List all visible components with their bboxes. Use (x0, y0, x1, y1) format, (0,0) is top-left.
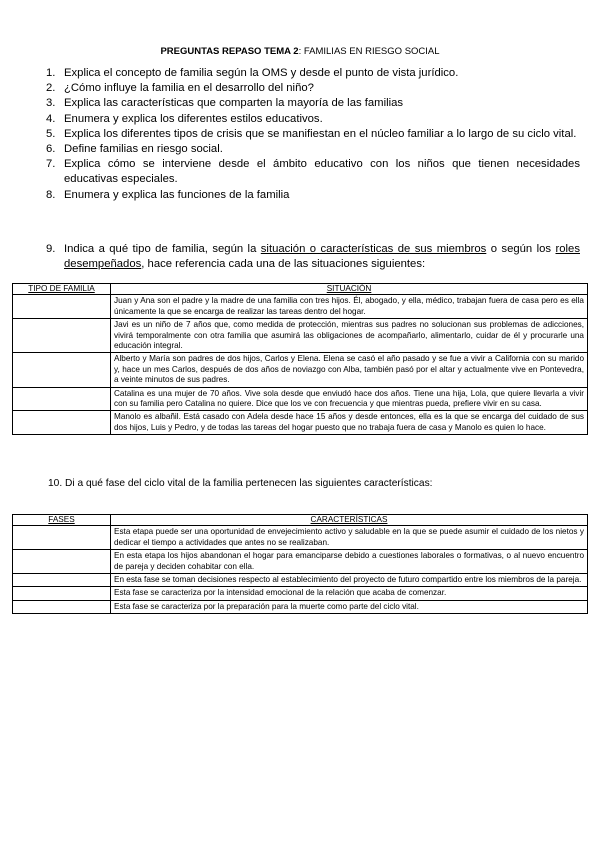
characteristic-cell: En esta fase se toman decisiones respecto al establecimiento del proyecto de futuro compartido entre los miembros de la pareja. (111, 574, 588, 587)
question-text: Enumera y explica las funciones de la familia (64, 188, 290, 201)
question-item (40, 188, 580, 203)
question-text: ¿Cómo influye la familia en el desarrollo del niño? (64, 82, 314, 95)
table-header-row (13, 515, 588, 526)
question-item (40, 66, 580, 81)
table-row (13, 526, 588, 550)
table-row (13, 319, 588, 353)
question-item (40, 157, 580, 187)
question-number: 1. (46, 67, 56, 79)
question-text: Explica los diferentes tipos de crisis que se manifiestan en el núcleo familiar a lo largo de su ciclo vital. (64, 127, 577, 140)
page-title (0, 46, 600, 57)
question-item (40, 81, 580, 96)
table-row (13, 353, 588, 387)
answer-cell[interactable] (13, 411, 111, 435)
table-row (13, 587, 588, 600)
table-row (13, 387, 588, 411)
question-number: 3. (46, 97, 56, 110)
question-item (40, 96, 580, 111)
question-number: 8. (46, 188, 56, 201)
answer-cell[interactable] (13, 600, 111, 613)
q9-text-part2: o según los (486, 243, 556, 255)
question-number: 9. (46, 243, 56, 255)
question-9 (40, 242, 580, 272)
situation-cell: Juan y Ana son el padre y la madre de una familia con tres hijos. Él, abogado, y ella, médico, trabajan fuera de casa pero es ella únicamente la que se encarga de realizar las tareas dentro del hogar. (111, 295, 588, 319)
answer-cell[interactable] (13, 587, 111, 600)
characteristic-cell: En esta etapa los hijos abandonan el hogar para emanciparse debido a cuestiones laborales o formativas, o al nuevo encuentro de pareja y deciden cohabitar con ella. (111, 550, 588, 574)
question-list (40, 66, 580, 203)
answer-cell[interactable] (13, 319, 111, 353)
situation-cell: Javi es un niño de 7 años que, como medida de protección, mientras sus padres no solucionan sus problemas de adicciones, vivirá temporalmente con otra familia que asumirá las obligaciones de acompañarlo, alimentarlo, cuidar de él y procurarle una educación integral. (111, 319, 588, 353)
answer-cell[interactable] (13, 574, 111, 587)
question-number: 2. (46, 82, 56, 95)
characteristic-cell: Esta etapa puede ser una oportunidad de envejecimiento activo y saludable en la que se puede asumir el cuidado de los nietos y dedicar el tiempo a actividades que antes no se realizaban. (111, 526, 588, 550)
characteristic-cell: Esta fase se caracteriza por la intensidad emocional de la relación que acaba de comenzar. (111, 587, 588, 600)
table-row (13, 411, 588, 435)
question-10: 10. Di a qué fase del ciclo vital de la familia pertenecen las siguientes características: (48, 478, 433, 489)
table-row (13, 600, 588, 613)
question-number: 7. (46, 158, 56, 171)
question-text: Explica las características que comparten la mayoría de las familias (64, 97, 404, 110)
table-header-row (13, 284, 588, 295)
q9-underlined-1: situación o características de sus miembros (260, 243, 487, 255)
characteristic-cell: Esta fase se caracteriza por la preparación para la muerte como parte del ciclo vital. (111, 600, 588, 613)
situation-cell: Manolo es albañil. Está casado con Adela desde hace 15 años y desde entonces, ella es la que se encarga del cuidado de sus dos hijos, Luis y Pedro, y de todas las tareas del hogar puesto que no trabaja fuera de casa y Manolo es quien lo hace. (111, 411, 588, 435)
answer-cell[interactable] (13, 550, 111, 574)
title-bold: PREGUNTAS REPASO TEMA 2 (160, 46, 299, 57)
header-caracteristicas: CARACTERÍSTICAS (111, 515, 588, 526)
question-item (40, 127, 580, 142)
life-cycle-table (12, 514, 588, 614)
answer-cell[interactable] (13, 295, 111, 319)
question-number: 4. (46, 112, 56, 125)
question-item (40, 112, 580, 127)
answer-cell[interactable] (13, 526, 111, 550)
title-rest: : FAMILIAS EN RIESGO SOCIAL (298, 46, 440, 57)
situation-cell: Catalina es una mujer de 70 años. Vive sola desde que enviudó hace dos años. Tiene una hija, Lola, que quiere llevarla a vivir con su familia pero Catalina no quiere. Dice que los ve con frecuencia y que mientras pueda, prefiere vivir en su casa. (111, 387, 588, 411)
situation-cell: Alberto y María son padres de dos hijos, Carlos y Elena. Elena se casó el año pasado y se fue a vivir a California con su marido y, hace un mes Carlos, después de dos años de noviazgo con Alba, también pasó por el altar y actualmente vive en Pontevedra, a veinte minutos de sus padres. (111, 353, 588, 387)
header-fases: FASES (13, 515, 111, 526)
question-text: Explica el concepto de familia según la OMS y desde el punto de vista jurídico. (64, 67, 459, 79)
q9-underlined-2: roles desempeñados (64, 243, 580, 271)
q9-text-part3: , hace referencia cada una de las situaciones siguientes: (141, 258, 426, 271)
table-row (13, 574, 588, 587)
question-number: 5. (46, 127, 56, 140)
question-number: 6. (46, 143, 56, 156)
table-row (13, 295, 588, 319)
header-tipo-familia: TIPO DE FAMILIA (13, 284, 111, 295)
question-text: Enumera y explica los diferentes estilos educativos. (64, 112, 323, 125)
answer-cell[interactable] (13, 387, 111, 411)
q9-text-part1: Indica a qué tipo de familia, según la (64, 243, 261, 255)
table-row (13, 550, 588, 574)
header-situacion: SITUACIÓN (111, 284, 588, 295)
question-text: Explica cómo se interviene desde el ámbito educativo con los niños que tienen necesidades educativas especiales. (64, 158, 580, 186)
answer-cell[interactable] (13, 353, 111, 387)
question-item (40, 142, 580, 157)
family-type-table (12, 283, 588, 435)
question-text: Define familias en riesgo social. (64, 143, 223, 156)
